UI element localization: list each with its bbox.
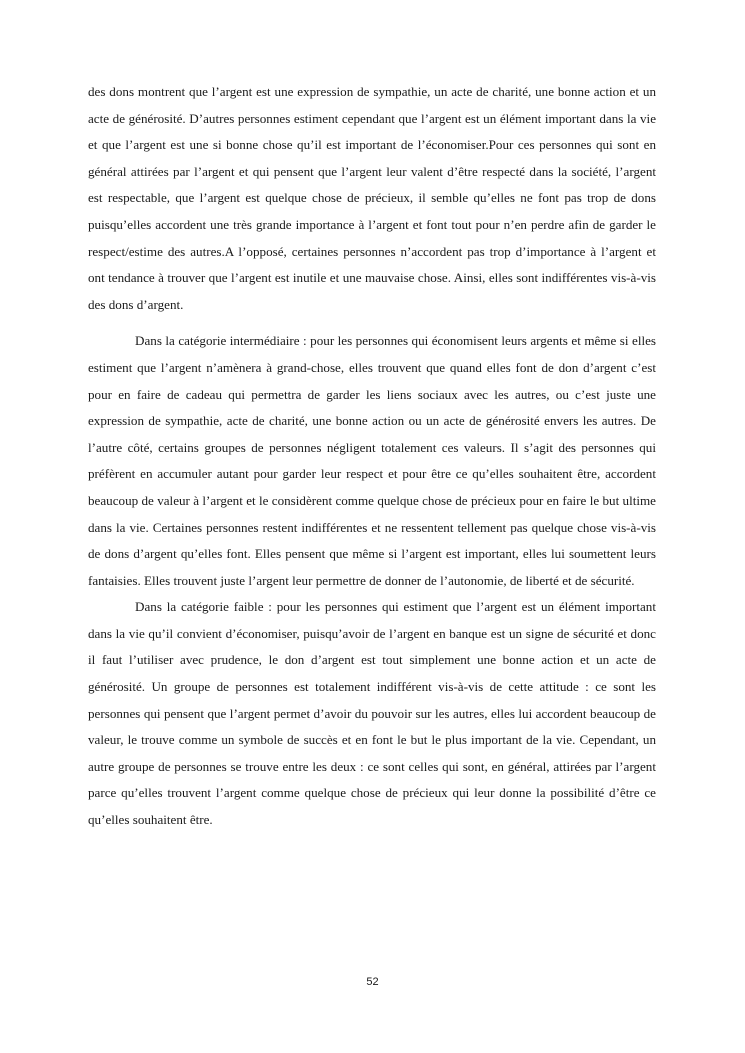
document-body — [88, 79, 656, 834]
page-number: 52 — [366, 976, 379, 988]
paragraph-continuation: des dons montrent que l’argent est une expression de sympathie, un acte de charité, une bonne action et un acte de générosité. D’autres personnes estiment cependant que l’argent est un élément important dans la vie et que l’argent est une si bonne chose qu’il est important de l’économiser.Pour ces personnes qui sont en général attirées par l’argent et qui pensent que l’argent leur valent d’être respecté dans la société, l’argent est respectable, que l’argent est quelque chose de précieux, il semble qu’elles ne font pas trop de dons puisqu’elles accordent une très grande importance à l’argent et font tout pour n’en perdre afin de garder le respect/estime des autres.A l’opposé, certaines personnes n’accordent pas trop d’importance à l’argent et ont tendance à trouver que l’argent est inutile et une mauvaise chose. Ainsi, elles sont indifférentes vis-à-vis des dons d’argent. — [88, 84, 656, 312]
paragraph-low-category: Dans la catégorie faible : pour les personnes qui estiment que l’argent est un élément important dans la vie qu’il convient d’économiser, puisqu’avoir de l’argent en banque est un signe de sécurité et donc il faut l’utiliser avec prudence, le don d’argent est tout simplement une bonne action et un acte de générosité. Un groupe de personnes est totalement indifférent vis-à-vis de cette attitude : ce sont les personnes qui pensent que l’argent permet d’avoir du pouvoir sur les autres, elles lui accordent beaucoup de valeur, le trouve comme un symbole de succès et en font le but le plus important de la vie. Cependant, un autre groupe de personnes se trouve entre les deux : ce sont celles qui sont, en général, attirées par l’argent parce qu’elles trouvent l’argent comme quelque chose de précieux qui leur donne la possibilité d’être ce qu’elles souhaitent être. — [88, 599, 656, 828]
paragraph-intermediate-category: Dans la catégorie intermédiaire : pour les personnes qui économisent leurs argents et même si elles estiment que l’argent n’amènera à grand-chose, elles trouvent que quand elles font de don d’argent c’est pour en faire de cadeau qui permettra de garder les liens sociaux avec les autres, ou c’est juste une expression de sympathie, acte de charité, une bonne action ou un acte de générosité envers les autres. De l’autre côté, certains groupes de personnes négligent totalement ces valeurs. Il s’agit des personnes qui préfèrent en accumuler autant pour garder leur respect et pour être ce qu’elles souhaitent être, accordent beaucoup de valeur à l’argent et le considèrent comme quelque chose de précieux pour en faire le but ultime dans la vie. Certaines personnes restent indifférentes et ne ressentent tellement pas quelque chose vis-à-vis de dons d’argent qu’elles font. Elles pensent que même si l’argent est important, elles lui soumettent leurs fantaisies. Elles trouvent juste l’argent leur permettre de donner de l’autonomie, de liberté et de sécurité. — [88, 333, 656, 588]
